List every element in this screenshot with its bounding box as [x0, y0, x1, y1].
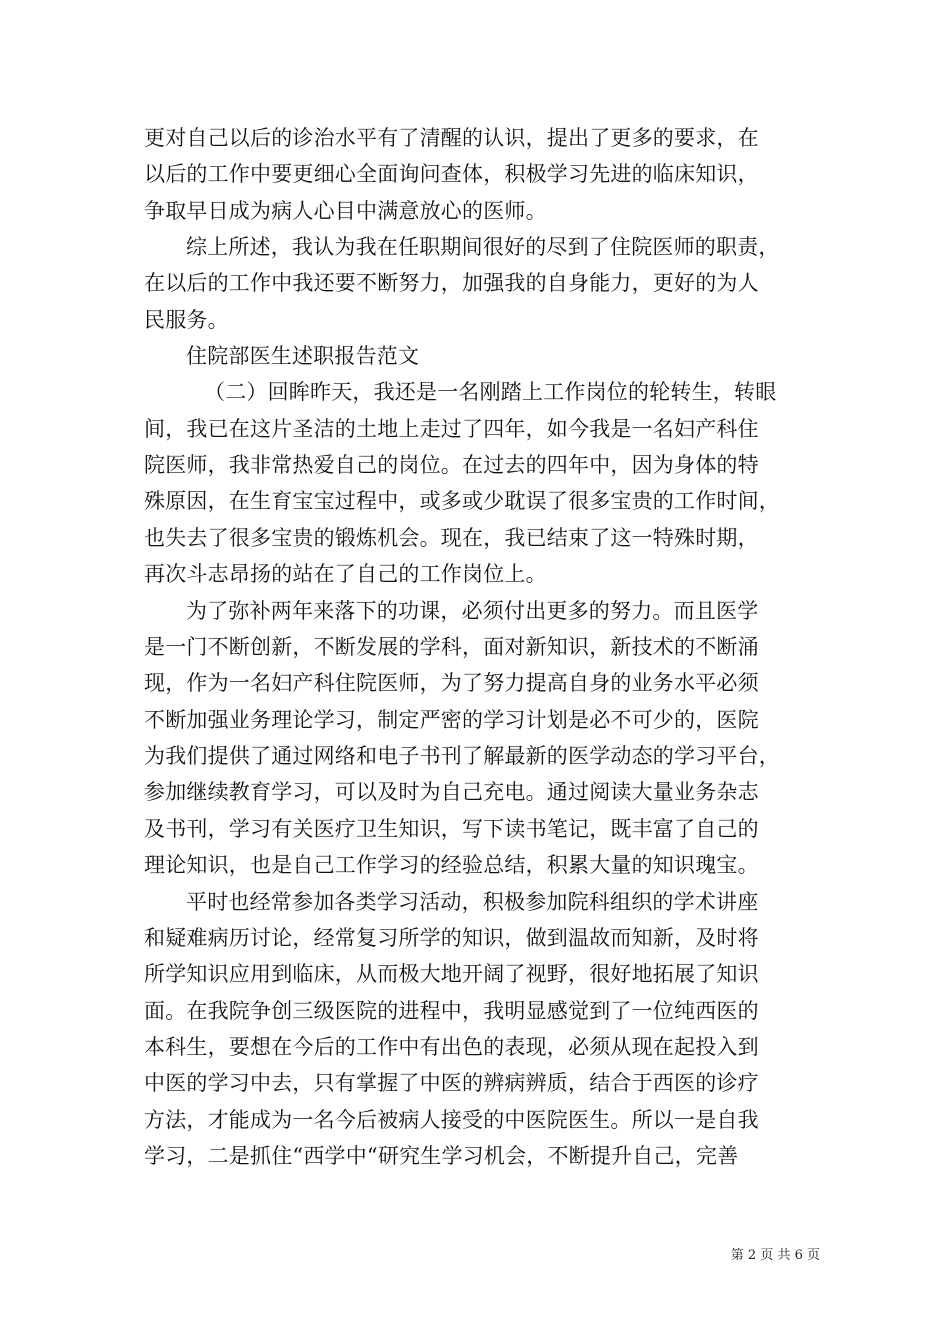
text-line: 所学知识应用到临床，从而极大地开阔了视野，很好地拓展了知识 — [144, 962, 759, 986]
text-line: 也失去了很多宝贵的锻炼机会。现在，我已结束了这一特殊时期， — [144, 526, 759, 550]
page-footer: 第 2 页 共 6 页 — [730, 1248, 820, 1263]
text-line: 争取早日成为病人心目中满意放心的医师。 — [144, 199, 547, 223]
text-line: 面。在我院争创三级医院的进程中，我明显感觉到了一位纯西医的 — [144, 999, 759, 1023]
text-line: 中医的学习中去，只有掌握了中医的辨病辨质，结合于西医的诊疗 — [144, 1071, 759, 1095]
text-line: 参加继续教育学习，可以及时为自己充电。通过阅读大量业务杂志 — [144, 780, 759, 804]
text-line: 和疑难病历讨论，经常复习所学的知识，做到温故而知新，及时将 — [144, 926, 759, 950]
text-line: 民服务。 — [144, 308, 229, 332]
text-line: 更对自己以后的诊治水平有了清醒的认识，提出了更多的要求，在 — [144, 126, 759, 150]
text-line: 在以后的工作中我还要不断努力，加强我的自身能力，更好的为人 — [144, 271, 759, 295]
text-line: 理论知识，也是自己工作学习的经验总结，积累大量的知识瑰宝。 — [144, 853, 759, 877]
text-line: 间，我已在这片圣洁的土地上走过了四年，如今我是一名妇产科住 — [144, 417, 759, 441]
text-line: 以后的工作中要更细心全面询问查体，积极学习先进的临床知识， — [144, 162, 759, 186]
text-line: 方法，才能成为一名今后被病人接受的中医院医生。所以一是自我 — [144, 1108, 759, 1132]
text-line: 现，作为一名妇产科住院医师，为了努力提高自身的业务水平必须 — [144, 671, 759, 695]
text-line: 及书刊，学习有关医疗卫生知识，写下读书笔记，既丰富了自己的 — [144, 817, 759, 841]
text-line: 再次斗志昂扬的站在了自己的工作岗位上。 — [144, 562, 547, 586]
paragraph-start-line: （二）回眸昨天，我还是一名刚踏上工作岗位的轮转生，转眼 — [204, 380, 777, 404]
text-line: 学习，二是抓住“西学中“研究生学习机会，不断提升自己，完善 — [144, 1144, 739, 1168]
text-line: 不断加强业务理论学习，制定严密的学习计划是必不可少的，医院 — [144, 708, 759, 732]
text-line: 为我们提供了通过网络和电子书刊了解最新的医学动态的学习平台， — [144, 744, 780, 768]
section-title: 住院部医生述职报告范文 — [186, 344, 420, 368]
paragraph-start-line: 综上所述，我认为我在任职期间很好的尽到了住院医师的职责， — [186, 235, 780, 259]
text-line: 殊原因，在生育宝宝过程中，或多或少耽误了很多宝贵的工作时间， — [144, 489, 780, 513]
paragraph-start-line: 为了弥补两年来落下的功课，必须付出更多的努力。而且医学 — [186, 599, 759, 623]
text-line: 院医师，我非常热爱自己的岗位。在过去的四年中，因为身体的特 — [144, 453, 759, 477]
text-line: 是一门不断创新，不断发展的学科，面对新知识，新技术的不断涌 — [144, 635, 759, 659]
paragraph-start-line: 平时也经常参加各类学习活动，积极参加院科组织的学术讲座 — [186, 890, 759, 914]
text-line: 本科生，要想在今后的工作中有出色的表现，必须从现在起投入到 — [144, 1035, 759, 1059]
